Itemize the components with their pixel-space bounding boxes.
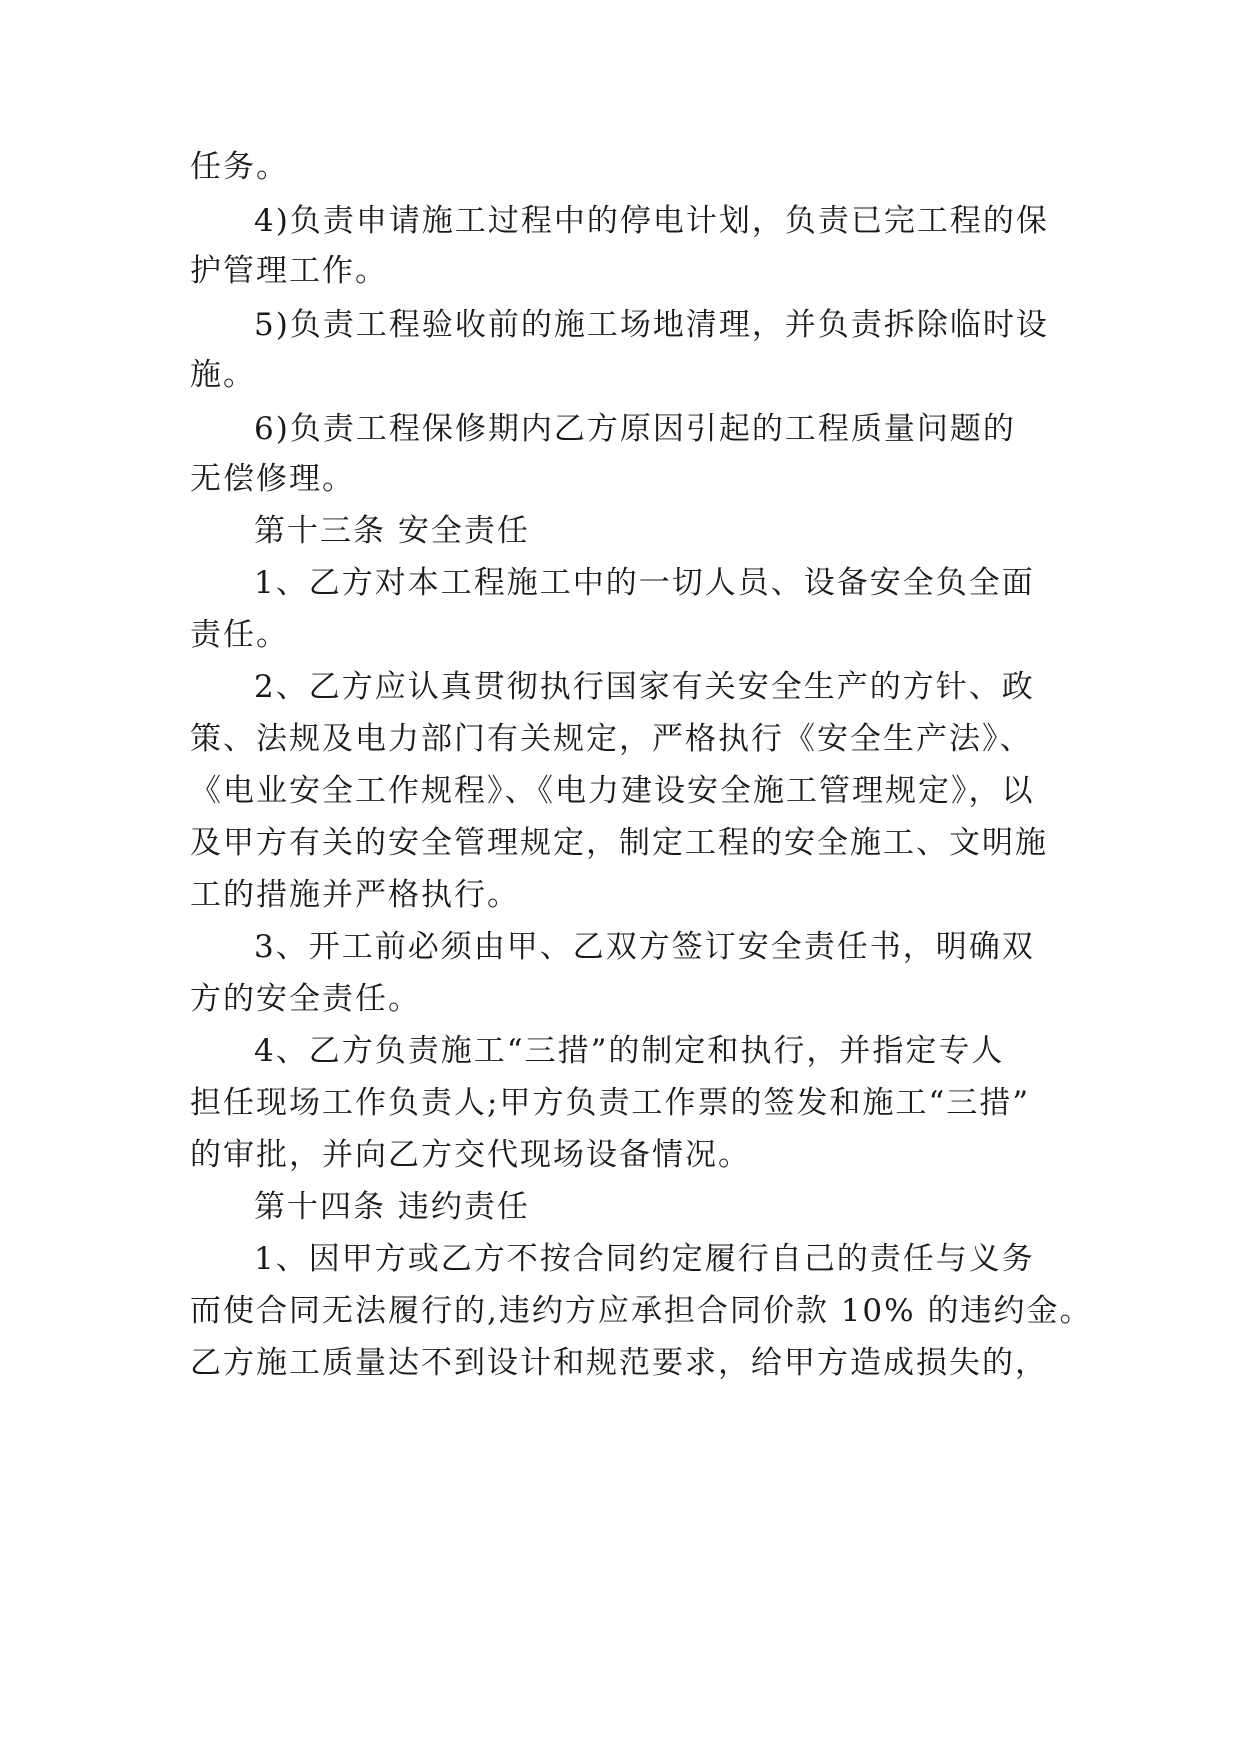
section-heading: 第十三条 安全责任 xyxy=(254,513,530,549)
section-heading: 第十四条 违约责任 xyxy=(254,1189,530,1225)
text-line: 担任现场工作负责人;甲方负责工作票的签发和施工“三措” xyxy=(190,1085,1031,1121)
text-line: 责任。 xyxy=(190,617,289,653)
text-line: 施。 xyxy=(190,357,256,393)
text-line: 工的措施并严格执行。 xyxy=(190,877,520,913)
text-line: 4)负责申请施工过程中的停电计划，负责已完工程的保 xyxy=(254,203,1049,239)
text-line: 任务。 xyxy=(190,149,289,185)
text-line: 策、法规及电力部门有关规定，严格执行《安全生产法》、 xyxy=(190,721,1033,757)
text-line: 的审批，并向乙方交代现场设备情况。 xyxy=(190,1137,751,1173)
text-line: 2、乙方应认真贯彻执行国家有关安全生产的方针、政 xyxy=(254,669,1035,705)
text-line: 而使合同无法履行的,违约方应承担合同价款 10% 的违约金。 xyxy=(190,1293,1093,1329)
text-line: 5)负责工程验收前的施工场地清理，并负责拆除临时设 xyxy=(254,307,1049,343)
text-line: 6)负责工程保修期内乙方原因引起的工程质量问题的 xyxy=(254,411,1016,447)
text-line: 及甲方有关的安全管理规定，制定工程的安全施工、文明施 xyxy=(190,825,1048,861)
text-line: 1、乙方对本工程施工中的一切人员、设备安全负全面 xyxy=(254,565,1035,601)
text-line: 无偿修理。 xyxy=(190,461,355,497)
text-line: 4、乙方负责施工“三措”的制定和执行，并指定专人 xyxy=(254,1033,1005,1069)
text-line: 乙方施工质量达不到设计和规范要求，给甲方造成损失的， xyxy=(190,1345,1048,1381)
text-line: 方的安全责任。 xyxy=(190,981,421,1017)
text-line: 《电业安全工作规程》、《电力建设安全施工管理规定》，以 xyxy=(190,773,1035,809)
text-line: 3、开工前必须由甲、乙双方签订安全责任书，明确双 xyxy=(254,929,1035,965)
text-line: 1、因甲方或乙方不按合同约定履行自己的责任与义务 xyxy=(254,1241,1035,1277)
text-line: 护管理工作。 xyxy=(190,253,388,289)
